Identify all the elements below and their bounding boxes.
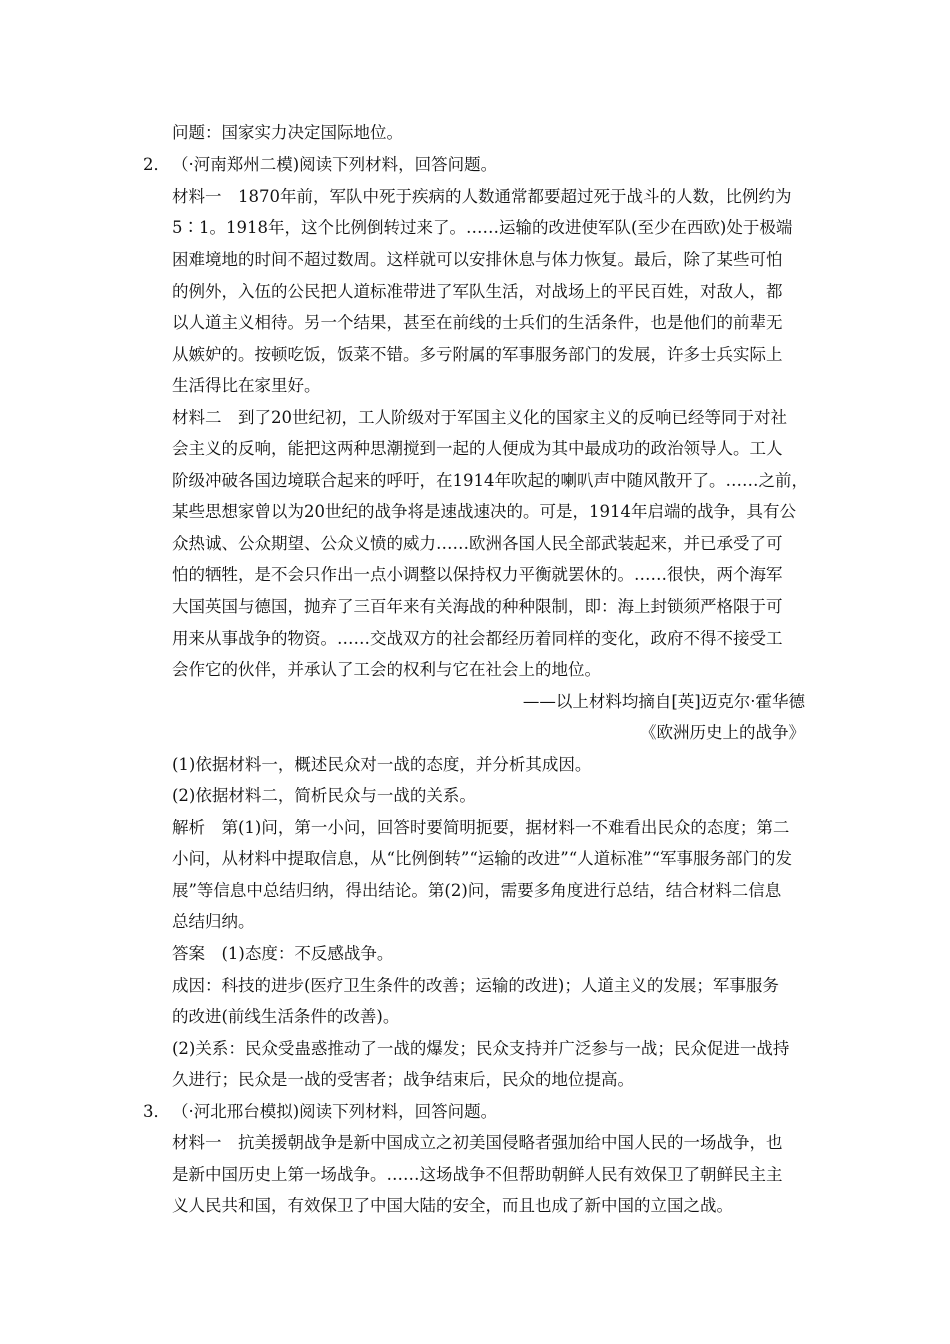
analysis-line: 解析 第(1)问，第一小问，回答时要简明扼要，据材料一不难看出民众的态度；第二 (172, 818, 790, 837)
question-2-heading (143, 155, 497, 175)
material-line: 某些思想家曾以为20世纪的战争将是速战速决的。可是，1914年启端的战争，具有公 (172, 502, 796, 521)
source-title: 《欧洲历史上的战争》 (640, 723, 805, 742)
answer-line: 答案 (1)态度：不反感战争。 (172, 944, 394, 963)
material-line: 会主义的反响，能把这两种思潮搅到一起的人便成为其中最成功的政治领导人。工人 (172, 439, 783, 458)
material-line: 材料一 抗美援朝战争是新中国成立之初美国侵略者强加给中国人民的一场战争，也 (172, 1133, 783, 1152)
material-line: 是新中国历史上第一场战争。……这场战争不但帮助朝鲜人民有效保卫了朝鲜民主主 (172, 1165, 783, 1184)
material-line: 生活得比在家里好。 (172, 376, 321, 395)
material-line: 义人民共和国，有效保卫了中国大陆的安全，而且也成了新中国的立国之战。 (172, 1196, 733, 1215)
sub-question: (1)依据材料一，概述民众对一战的态度，并分析其成因。 (172, 755, 592, 774)
question-3-heading (143, 1102, 497, 1122)
analysis-line: 小问，从材料中提取信息，从“比例倒转”“运输的改进”“人道标准”“军事服务部门的发 (172, 849, 793, 868)
answer-line: (2)关系：民众受蛊惑推动了一战的爆发；民众支持并广泛参与一战；民众促进一战持 (172, 1039, 790, 1058)
material-line: 困难境地的时间不超过数周。这样就可以安排休息与体力恢复。最后，除了某些可怕 (172, 250, 783, 269)
material-line: 阶级冲破各国边境联合起来的呼吁，在1914年吹起的喇叭声中随风散开了。……之前， (172, 471, 808, 490)
material-line: 材料二 到了20世纪初，工人阶级对于军国主义化的国家主义的反响已经等同于对社 (172, 408, 787, 427)
question-prompt: （·河南郑州二模)阅读下列材料，回答问题。 (172, 155, 498, 174)
material-line: 5∶1。1918年，这个比例倒转过来了。……运输的改进使军队(至少在西欧)处于极端 (172, 218, 793, 237)
material-line: 材料一 1870年前，军队中死于疾病的人数通常都要超过死于战斗的人数，比例约为 (172, 187, 792, 206)
sub-question: (2)依据材料二，简析民众与一战的关系。 (172, 786, 476, 805)
question-number: 2． (143, 155, 170, 174)
source-attribution: ——以上材料均摘自[英]迈克尔·霍华德 (522, 692, 805, 711)
analysis-line: 展”等信息中总结归纳，得出结论。第(2)问，需要多角度进行总结，结合材料二信息 (172, 881, 782, 900)
analysis-line: 总结归纳。 (172, 912, 255, 931)
material-line: 从嫉妒的。按顿吃饭，饭菜不错。多亏附属的军事服务部门的发展，许多士兵实际上 (172, 345, 783, 364)
material-line: 会作它的伙伴，并承认了工会的权利与它在社会上的地位。 (172, 660, 601, 679)
answer-line: 久进行；民众是一战的受害者；战争结束后，民众的地位提高。 (172, 1070, 634, 1089)
material-line: 用来从事战争的物资。……交战双方的社会都经历着同样的变化，政府不得不接受工 (172, 629, 783, 648)
material-line: 的例外，入伍的公民把人道标准带进了军队生活，对战场上的平民百姓，对敌人，都 (172, 282, 783, 301)
question-prompt: （·河北邢台模拟)阅读下列材料，回答问题。 (172, 1102, 498, 1121)
material-line: 以人道主义相待。另一个结果，甚至在前线的士兵们的生活条件，也是他们的前辈无 (172, 313, 783, 332)
question-number: 3． (143, 1102, 170, 1121)
answer-line: 的改进(前线生活条件的改善)。 (172, 1007, 400, 1026)
material-line: 大国英国与德国，抛弃了三百年来有关海战的种种限制，即：海上封锁须严格限于可 (172, 597, 783, 616)
material-line: 众热诚、公众期望、公众义愤的威力……欧洲各国人民全部武装起来，并已承受了可 (172, 534, 783, 553)
answer-line: 问题：国家实力决定国际地位。 (172, 123, 403, 142)
material-line: 怕的牺牲，是不会只作出一点小调整以保持权力平衡就罢休的。……很快，两个海军 (172, 565, 783, 584)
answer-line: 成因：科技的进步(医疗卫生条件的改善；运输的改进)；人道主义的发展；军事服务 (172, 976, 779, 995)
